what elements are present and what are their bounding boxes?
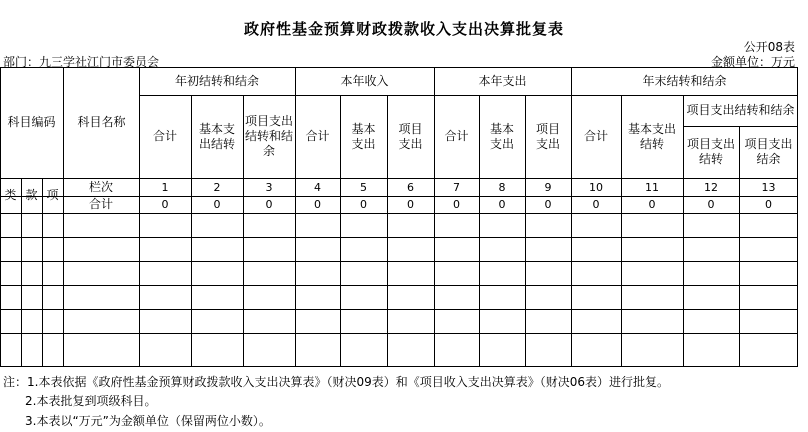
row-label-column-number: 栏次 (88, 179, 113, 194)
col-number: 10 (589, 180, 603, 194)
department-label: 部门：九三学社江门市委员会 (3, 55, 160, 69)
col-number: 1 (161, 180, 169, 194)
col-header-9: 项目支出 (536, 121, 561, 151)
col-header-2: 基本支出结转 (198, 121, 235, 151)
total-value: 0 (707, 198, 715, 211)
form-number: 公开08表 (743, 40, 795, 54)
total-value: 0 (453, 198, 460, 211)
group-project-balance: 项目支出结转和结余 (686, 103, 795, 117)
note-3: 3.本表以“万元”为金额单位（保留两位小数）。 (25, 414, 271, 428)
page-title: 政府性基金预算财政拨款收入支出决算批复表 (243, 20, 564, 38)
total-value: 0 (648, 198, 656, 211)
subject-name-header: 科目名称 (77, 115, 126, 129)
total-value: 0 (544, 198, 552, 211)
row-label-total: 合计 (88, 197, 113, 211)
note-2: 2.本表批复到项级科目。 (25, 394, 157, 408)
col-number: 11 (645, 180, 659, 194)
col-number: 8 (498, 180, 506, 194)
col-number: 12 (704, 180, 718, 194)
total-value: 0 (314, 198, 321, 211)
col-header-7: 合计 (444, 129, 469, 143)
code-col-section: 款 (25, 188, 38, 202)
col-header-11: 基本支出结转 (627, 121, 676, 151)
col-header-3: 项目支出结转和结余 (244, 114, 293, 158)
col-number: 2 (213, 180, 221, 194)
col-header-4: 合计 (305, 129, 330, 143)
col-header-13: 项目支出结余 (744, 137, 793, 166)
col-number: 13 (761, 180, 776, 194)
group-closing-balance: 年末结转和结余 (642, 73, 727, 88)
col-header-10: 合计 (583, 129, 608, 143)
col-number: 5 (360, 180, 367, 194)
total-value: 0 (360, 198, 367, 211)
group-current-income: 本年收入 (340, 73, 389, 88)
note-1: 注：1.本表依据《政府性基金预算财政拨款收入支出决算表》（财决09表）和《项目收入支出决算表》（财决06表）进行批复。 (3, 375, 669, 389)
total-value: 0 (765, 198, 772, 211)
code-col-class: 类 (4, 188, 17, 202)
unit-label: 金额单位：万元 (710, 55, 795, 69)
subject-code-header: 科目编码 (7, 115, 56, 129)
total-value: 0 (213, 198, 221, 211)
group-opening-balance: 年初结转和结余 (174, 73, 259, 88)
col-header-8: 基本支出 (490, 121, 515, 151)
approval-table (0, 67, 798, 367)
total-value: 0 (161, 198, 169, 211)
col-header-12: 项目支出结转 (687, 137, 736, 166)
col-header-5: 基本支出 (351, 121, 376, 151)
col-number: 7 (453, 180, 460, 194)
col-header-1: 合计 (152, 129, 177, 143)
code-col-item: 项 (46, 188, 59, 202)
col-number: 4 (314, 180, 321, 194)
total-value: 0 (265, 198, 273, 211)
group-current-expenditure: 本年支出 (478, 73, 527, 88)
col-number: 6 (407, 180, 414, 194)
col-number: 9 (544, 180, 552, 194)
total-value: 0 (592, 198, 600, 211)
total-value: 0 (498, 198, 506, 211)
total-value: 0 (407, 198, 414, 211)
col-number: 3 (265, 180, 273, 194)
col-header-6: 项目支出 (398, 121, 423, 151)
